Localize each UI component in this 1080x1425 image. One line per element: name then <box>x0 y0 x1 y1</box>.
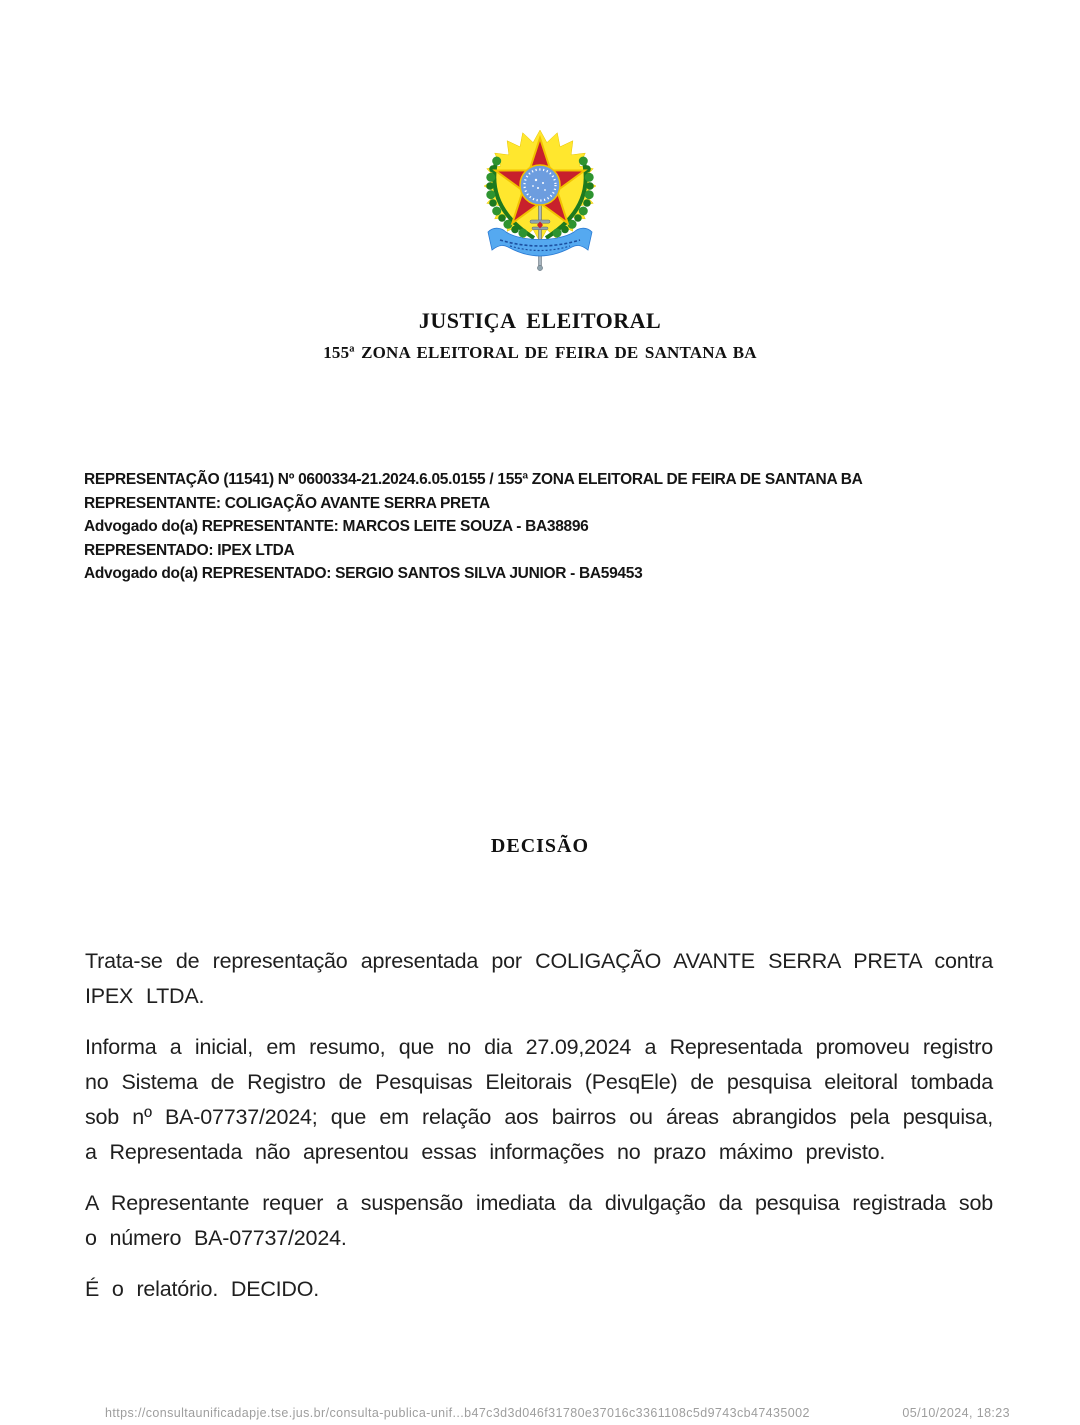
advogado-representado-line: Advogado do(a) REPRESENTADO: SERGIO SANTOS SILVA JUNIOR - BA59453 <box>84 565 643 582</box>
representado-line: REPRESENTADO: IPEX LTDA <box>84 541 295 559</box>
brazil-coat-of-arms-icon <box>480 128 600 272</box>
decision-body <box>85 944 993 1323</box>
paragraph-3: A Representante requer a suspensão imediata da divulgação da pesquisa registrada sob o número BA-07737/2024. <box>85 1191 993 1250</box>
paragraph-1: Trata-se de representação apresentada por COLIGAÇÃO AVANTE SERRA PRETA contra IPEX LTDA. <box>85 949 993 1008</box>
page-title: JUSTIÇA ELEITORAL <box>418 308 662 333</box>
paragraph-2: Informa a inicial, em resumo, que no dia 27.09,2024 a Representada promoveu registro no Sistema de Registro de Pesquisas Eleitorais (PesqEle) de pesquisa eleitoral tombada sob nº BA-07737/2024; que em relação aos bairros ou áreas abrangidos pela pesquisa, a Representada não apresentou essas informações no prazo máximo previsto. <box>85 1035 993 1164</box>
case-number-line: REPRESENTAÇÃO (11541) Nº 0600334-21.2024.6.05.0155 / 155ª ZONA ELEITORAL DE FEIRA DE SANTANA BA <box>84 471 863 488</box>
footer-url: https://consultaunificadapje.tse.jus.br/consulta-publica-unif...b47c3d3d046f31780e37016c3361108c5d9743cb47435002 <box>105 1406 810 1420</box>
case-info-block <box>84 468 914 586</box>
footer-datetime: 05/10/2024, 18:23 <box>902 1406 1010 1420</box>
paragraph-4: É o relatório. DECIDO. <box>85 1277 320 1301</box>
page-footer <box>105 1406 1010 1420</box>
advogado-representante-line: Advogado do(a) REPRESENTANTE: MARCOS LEITE SOUZA - BA38896 <box>84 518 589 535</box>
representante-line: REPRESENTANTE: COLIGAÇÃO AVANTE SERRA PRETA <box>84 494 490 512</box>
decision-heading: DECISÃO <box>490 835 590 857</box>
electoral-zone-subtitle: 155ª ZONA ELEITORAL DE FEIRA DE SANTANA BA <box>323 343 757 362</box>
